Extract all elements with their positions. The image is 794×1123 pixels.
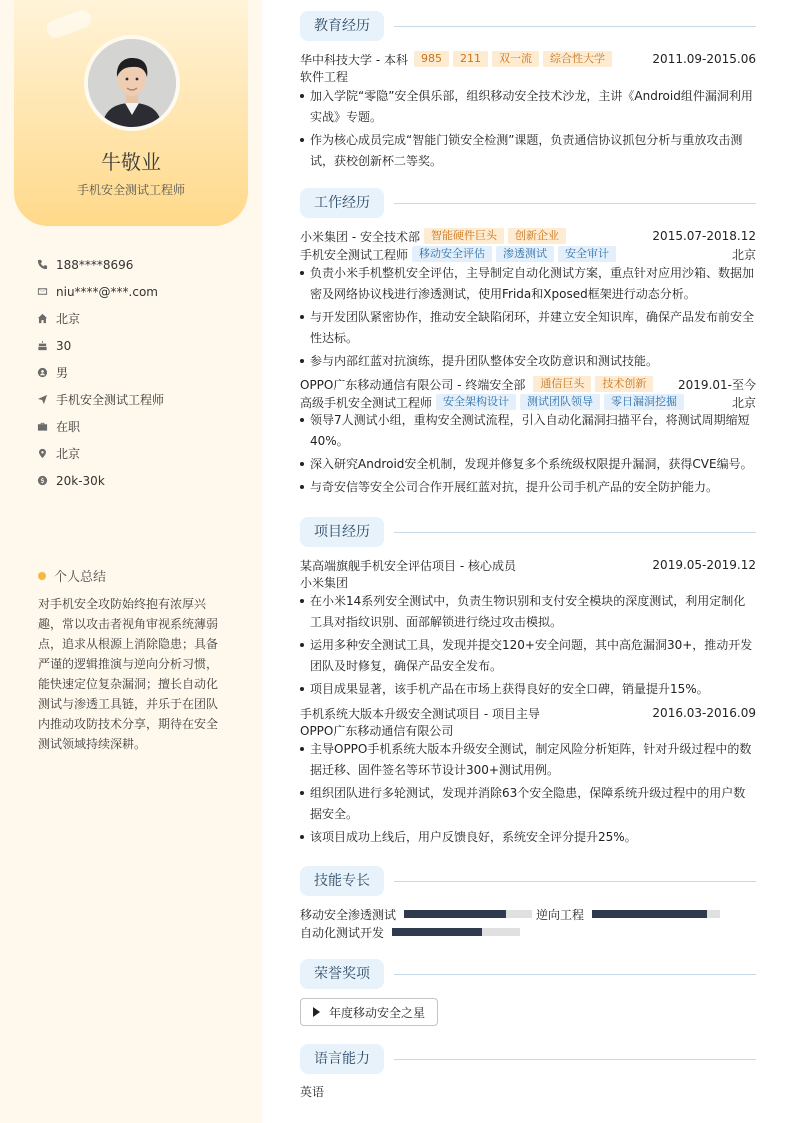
list-item: 该项目成功上线后，用户反馈良好，系统安全评分提升25%。 — [300, 827, 756, 848]
contact-gender — [36, 359, 164, 386]
divider — [394, 1059, 756, 1060]
location-pin-icon — [36, 448, 48, 460]
project-dates: 2016.03-2016.09 — [652, 706, 756, 720]
contact-value: 手机安全测试工程师 — [56, 393, 165, 407]
cake-icon — [36, 340, 48, 352]
contact-value: 北京 — [56, 312, 81, 326]
contact-hometown — [36, 305, 164, 332]
contact-salary — [36, 467, 164, 494]
list-item: 组织团队进行多轮测试，发现并消除63个安全隐患，保障系统升级过程中的用户数据安全。 — [300, 783, 756, 825]
position-tag: 渗透测试 — [496, 246, 554, 262]
position-tag: 安全架构设计 — [436, 394, 516, 410]
divider — [394, 881, 756, 882]
section-title: 项目经历 — [300, 517, 384, 547]
candidate-title: 手机安全测试工程师 — [76, 183, 185, 197]
contact-list — [36, 251, 164, 494]
summary-text: 对手机安全攻防始终抱有浓厚兴趣，常以攻击者视角审视系统薄弱点，追求从根源上消除隐患；具备严谨的逻辑推演与逆向分析习惯，能快速定位复杂漏洞；擅长自动化测试与渗透工具链，并乐于在团队内推动攻防技术分享，期待在安全测试领域持续深耕。 — [38, 597, 219, 751]
section-heading-education — [300, 11, 756, 41]
list-item: 加入学院“零隐”安全俱乐部，组织移动安全技术沙龙，主讲《Android组件漏洞利用实战》专题。 — [300, 86, 756, 128]
avatar — [88, 39, 176, 127]
section-heading-projects — [300, 517, 756, 547]
contact-phone — [36, 251, 164, 278]
work-company-row — [300, 227, 756, 245]
skill-bar — [592, 910, 720, 918]
school-tag: 综合性大学 — [543, 51, 612, 67]
list-item: 主导OPPO手机系统大版本升级安全测试，制定风险分析矩阵，针对升级过程中的数据迁移、固件签名等环节设计300+测试用例。 — [300, 739, 756, 781]
project-header — [300, 556, 756, 574]
list-item: 在小米14系列安全测试中，负责生物识别和支付安全模块的深度测试，利用定制化工具对指纹识别、面部解锁进行绕过攻击模拟。 — [300, 591, 756, 633]
list-item: 负责小米手机整机安全评估，主导制定自动化测试方案，重点针对应用沙箱、数据加密及网络协议栈进行渗透测试，使用Frida和Xposed框架进行动态分析。 — [300, 263, 756, 305]
education-bullets — [300, 86, 756, 174]
project-header — [300, 704, 756, 722]
section-heading-languages — [300, 1044, 756, 1074]
section-title: 教育经历 — [300, 11, 384, 41]
work-position-row — [300, 393, 756, 411]
section-heading-awards — [300, 959, 756, 989]
contact-value: 20k-30k — [56, 473, 105, 488]
list-item: 参与内部红蓝对抗演练，提升团队整体安全攻防意识和测试技能。 — [300, 351, 756, 372]
play-icon — [313, 1007, 320, 1017]
project-bullets — [300, 591, 756, 702]
company-tag: 技术创新 — [595, 376, 653, 392]
contact-value: 在职 — [56, 420, 81, 434]
project-dates: 2019.05-2019.12 — [652, 558, 756, 572]
work-city: 北京 — [731, 395, 756, 410]
candidate-name: 牛敬业 — [101, 150, 161, 174]
award-name: 年度移动安全之星 — [329, 1005, 426, 1020]
work-bullets — [300, 263, 756, 374]
school-tag: 211 — [453, 51, 488, 67]
company-tag: 智能硬件巨头 — [424, 228, 504, 244]
list-item: 项目成果显著，该手机产品在市场上获得良好的安全口碑，销量提升15%。 — [300, 679, 756, 700]
skill-bar — [404, 910, 532, 918]
skill-name: 移动安全渗透测试 — [300, 907, 397, 922]
project-bullets — [300, 739, 756, 850]
section-heading-work — [300, 188, 756, 218]
skill-bar — [392, 928, 520, 936]
contact-email — [36, 278, 164, 305]
skill-item — [536, 905, 720, 923]
school-tag: 985 — [414, 51, 449, 67]
skill-item — [300, 905, 532, 923]
decorative-pill — [44, 8, 93, 41]
project-org: OPPO广东移动通信有限公司 — [300, 724, 454, 738]
education-major: 软件工程 — [300, 70, 349, 84]
position-tag: 移动安全评估 — [412, 246, 492, 262]
contact-city — [36, 440, 164, 467]
work-dates: 2019.01-至今 — [678, 377, 756, 392]
send-icon — [36, 394, 48, 406]
contact-value: 北京 — [56, 447, 81, 461]
section-title: 工作经历 — [300, 188, 384, 218]
project-org: 小米集团 — [300, 576, 349, 590]
section-title: 荣誉奖项 — [300, 959, 384, 989]
company-tag: 通信巨头 — [533, 376, 591, 392]
section-title: 语言能力 — [300, 1044, 384, 1074]
bullet-dot-icon — [38, 572, 46, 580]
contact-status — [36, 413, 164, 440]
project-name: 手机系统大版本升级安全测试项目 - 项目主导 — [300, 706, 540, 721]
phone-icon — [36, 259, 48, 271]
briefcase-icon — [36, 421, 48, 433]
list-item: 与奇安信等安全公司合作开展红蓝对抗，提升公司手机产品的安全防护能力。 — [300, 477, 756, 498]
position-name: 高级手机安全测试工程师 — [300, 395, 433, 410]
position-tag: 安全审计 — [558, 246, 616, 262]
work-bullets — [300, 410, 756, 500]
section-title: 技能专长 — [300, 866, 384, 896]
work-company-row — [300, 375, 756, 393]
divider — [394, 974, 756, 975]
award-badge — [300, 998, 438, 1026]
contact-value: 男 — [56, 366, 69, 380]
list-item: 运用多种安全测试工具，发现并提交120+安全问题，其中高危漏洞30+，推动开发团队及时修复，确保产品安全发布。 — [300, 635, 756, 677]
skill-bar-fill — [404, 910, 506, 918]
position-tag: 测试团队领导 — [520, 394, 600, 410]
company-name: OPPO广东移动通信有限公司 - 终端安全部 — [300, 377, 526, 392]
skill-name: 逆向工程 — [536, 907, 585, 922]
position-tag: 零日漏洞挖掘 — [604, 394, 684, 410]
company-tag: 创新企业 — [508, 228, 566, 244]
skill-bar-fill — [592, 910, 707, 918]
company-name: 小米集团 - 安全技术部 — [300, 229, 420, 244]
divider — [394, 203, 756, 204]
project-name: 某高端旗舰手机安全评估项目 - 核心成员 — [300, 558, 516, 573]
email-icon — [36, 286, 48, 298]
sidebar — [0, 0, 262, 1123]
list-item: 领导7人测试小组，重构安全测试流程，引入自动化漏洞扫描平台，将测试周期缩短40%。 — [300, 410, 756, 452]
language-item: 英语 — [300, 1085, 325, 1099]
contact-value: niu****@***.com — [56, 284, 158, 299]
skill-item — [300, 923, 520, 941]
skill-name: 自动化测试开发 — [300, 925, 385, 940]
list-item: 作为核心成员完成“智能门锁安全检测”课题，负责通信协议抓包分析与重放攻击测试，获校创新杯二等奖。 — [300, 130, 756, 172]
divider — [394, 26, 756, 27]
contact-target-job — [36, 386, 164, 413]
contact-value: 30 — [56, 338, 72, 353]
position-name: 手机安全测试工程师 — [300, 247, 409, 262]
list-item: 与开发团队紧密协作，推动安全缺陷闭环，并建立安全知识库，确保产品发布前安全性达标。 — [300, 307, 756, 349]
avatar-frame — [84, 35, 180, 131]
divider — [394, 532, 756, 533]
home-icon — [36, 313, 48, 325]
work-city: 北京 — [731, 247, 756, 262]
list-item: 深入研究Android安全机制，发现并修复多个系统级权限提升漏洞，获得CVE编号。 — [300, 454, 756, 475]
gender-icon — [36, 367, 48, 379]
section-heading-skills — [300, 866, 756, 896]
contact-age — [36, 332, 164, 359]
work-dates: 2015.07-2018.12 — [652, 229, 756, 243]
work-position-row — [300, 245, 756, 263]
skill-bar-fill — [392, 928, 482, 936]
school-tag: 双一流 — [492, 51, 539, 67]
education-header — [300, 50, 756, 68]
contact-value: 188****8696 — [56, 257, 134, 272]
education-dates: 2011.09-2015.06 — [652, 52, 756, 66]
summary-heading — [38, 566, 106, 585]
summary-heading-label: 个人总结 — [54, 570, 107, 585]
school-name: 华中科技大学 - 本科 — [300, 52, 408, 67]
money-icon — [36, 475, 48, 487]
